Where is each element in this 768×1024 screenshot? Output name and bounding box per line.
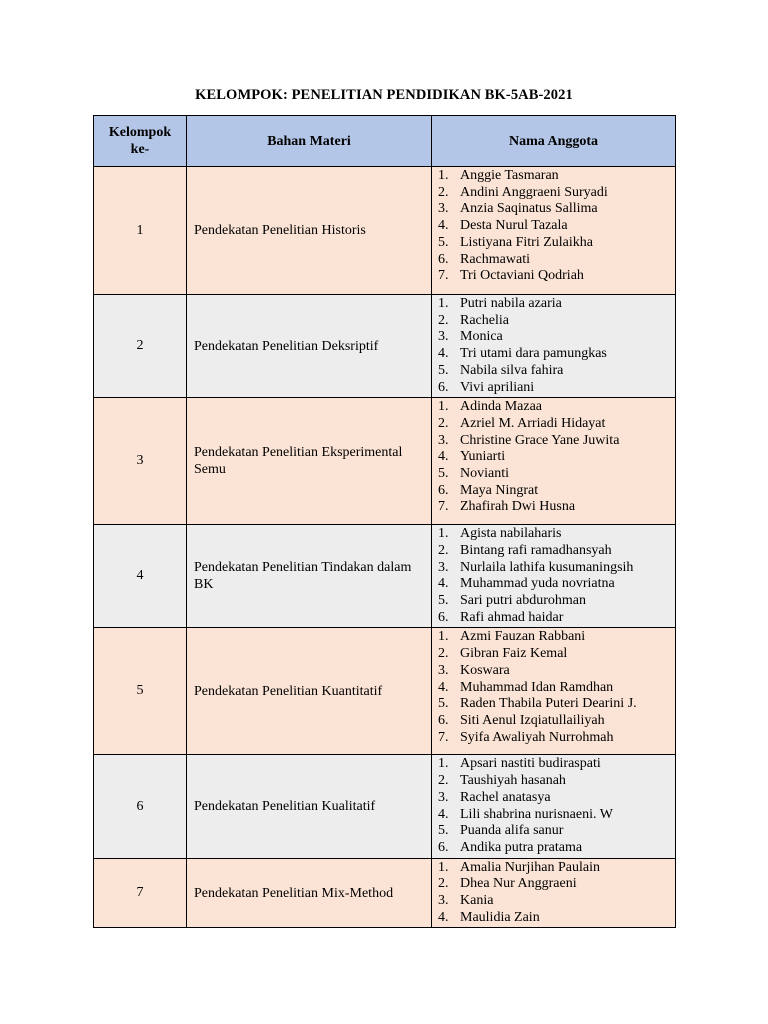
member-name: Bintang rafi ramadhansyah [460, 542, 612, 558]
member-list [438, 296, 671, 396]
list-item [438, 593, 671, 610]
member-index: 4. [438, 346, 449, 362]
member-index: 2. [438, 876, 449, 892]
member-name: Rachel anatasya [460, 789, 551, 805]
group-topic: Pendekatan Penelitian Historis [187, 167, 432, 295]
member-list [438, 756, 671, 856]
table-row [94, 628, 676, 755]
member-index: 4. [438, 679, 449, 695]
member-index: 3. [438, 201, 449, 217]
list-item [438, 629, 671, 646]
member-index: 2. [438, 542, 449, 558]
member-name: Rachelia [460, 312, 509, 328]
list-item [438, 499, 671, 516]
list-item [438, 560, 671, 577]
member-index: 5. [438, 466, 449, 482]
list-item [438, 713, 671, 730]
list-item [438, 363, 671, 380]
member-name: Yuniarti [460, 449, 506, 465]
member-index: 7. [438, 499, 449, 515]
member-name: Novianti [460, 466, 509, 482]
group-number: 1 [94, 167, 187, 295]
member-index: 5. [438, 696, 449, 712]
table-row [94, 525, 676, 628]
member-index: 5. [438, 823, 449, 839]
list-item [438, 313, 671, 330]
member-name: Gibran Faiz Kemal [460, 646, 568, 662]
group-number: 6 [94, 755, 187, 858]
member-list [438, 860, 671, 927]
list-item [438, 696, 671, 713]
member-index: 2. [438, 312, 449, 328]
member-name: Taushiyah hasanah [460, 773, 566, 789]
member-index: 2. [438, 773, 449, 789]
member-name: Koswara [460, 662, 510, 678]
group-number: 4 [94, 525, 187, 628]
member-index: 2. [438, 646, 449, 662]
list-item [438, 252, 671, 269]
table-row [94, 167, 676, 295]
member-index: 6. [438, 482, 449, 498]
group-topic: Pendekatan Penelitian Kuantitatif [187, 628, 432, 755]
header-group: Kelompok ke- [94, 116, 187, 167]
member-name: Dhea Nur Anggraeni [460, 876, 577, 892]
group-members [432, 858, 676, 928]
header-topic: Bahan Materi [187, 116, 432, 167]
list-item [438, 466, 671, 483]
group-members [432, 755, 676, 858]
group-topic: Pendekatan Penelitian Mix-Method [187, 858, 432, 928]
group-number: 7 [94, 858, 187, 928]
member-index: 6. [438, 712, 449, 728]
list-item [438, 730, 671, 747]
list-item [438, 235, 671, 252]
member-index: 2. [438, 415, 449, 431]
list-item [438, 526, 671, 543]
group-number: 3 [94, 398, 187, 525]
member-name: Amalia Nurjihan Paulain [460, 859, 600, 875]
member-name: Lili shabrina nurisnaeni. W [460, 806, 613, 822]
member-index: 6. [438, 379, 449, 395]
member-name: Tri utami dara pamungkas [460, 346, 607, 362]
list-item [438, 168, 671, 185]
list-item [438, 201, 671, 218]
list-item [438, 860, 671, 877]
member-name: Listiyana Fitri Zulaikha [460, 234, 593, 250]
table-body [94, 167, 676, 928]
member-name: Kania [460, 893, 494, 909]
member-name: Putri nabila azaria [460, 296, 562, 311]
list-item [438, 576, 671, 593]
member-index: 6. [438, 609, 449, 625]
member-index: 1. [438, 756, 449, 772]
member-list [438, 168, 671, 285]
member-index: 1. [438, 859, 449, 875]
member-index: 1. [438, 296, 449, 311]
group-number: 2 [94, 295, 187, 398]
table-row [94, 295, 676, 398]
member-name: Tri Octaviani Qodriah [460, 268, 584, 284]
member-name: Sari putri abdurohman [460, 593, 586, 609]
list-item [438, 346, 671, 363]
member-name: Muhammad Idan Ramdhan [460, 679, 614, 695]
member-name: Azmi Fauzan Rabbani [460, 629, 586, 645]
member-index: 4. [438, 449, 449, 465]
list-item [438, 416, 671, 433]
member-name: Maulidia Zain [460, 909, 540, 925]
member-list [438, 629, 671, 746]
member-name: Maya Ningrat [460, 482, 539, 498]
member-name: Syifa Awaliyah Nurrohmah [460, 729, 614, 745]
member-index: 5. [438, 593, 449, 609]
list-item [438, 823, 671, 840]
member-name: Raden Thabila Puteri Dearini J. [460, 696, 637, 712]
member-index: 3. [438, 893, 449, 909]
member-name: Monica [460, 329, 503, 345]
member-name: Muhammad yuda novriatna [460, 576, 615, 592]
member-index: 6. [438, 839, 449, 855]
member-index: 3. [438, 789, 449, 805]
member-name: Azriel M. Arriadi Hidayat [460, 415, 606, 431]
group-members [432, 398, 676, 525]
list-item [438, 296, 671, 313]
list-item [438, 433, 671, 450]
group-topic: Pendekatan Penelitian Kualitatif [187, 755, 432, 858]
member-index: 7. [438, 729, 449, 745]
member-name: Desta Nurul Tazala [460, 218, 568, 234]
member-index: 1. [438, 168, 449, 183]
member-index: 3. [438, 329, 449, 345]
list-item [438, 268, 671, 285]
list-item [438, 646, 671, 663]
member-name: Christine Grace Yane Juwita [460, 432, 620, 448]
member-name: Anzia Saqinatus Sallima [460, 201, 598, 217]
list-item [438, 399, 671, 416]
list-item [438, 807, 671, 824]
list-item [438, 680, 671, 697]
document-title: KELOMPOK: PENELITIAN PENDIDIKAN BK-5AB-2021 [195, 87, 573, 103]
group-members [432, 525, 676, 628]
member-name: Vivi apriliani [460, 379, 535, 395]
group-topic: Pendekatan Penelitian Eksperimental Semu [187, 398, 432, 525]
member-index: 5. [438, 362, 449, 378]
member-name: Andini Anggraeni Suryadi [460, 184, 608, 200]
member-index: 1. [438, 629, 449, 645]
group-number: 5 [94, 628, 187, 755]
member-index: 4. [438, 218, 449, 234]
list-item [438, 483, 671, 500]
list-item [438, 840, 671, 857]
member-name: Nabila silva fahira [460, 362, 564, 378]
member-index: 2. [438, 184, 449, 200]
group-members [432, 295, 676, 398]
member-index: 7. [438, 268, 449, 284]
member-index: 1. [438, 526, 449, 542]
group-topic: Pendekatan Penelitian Tindakan dalam BK [187, 525, 432, 628]
member-name: Anggie Tasmaran [460, 168, 559, 183]
member-name: Agista nabilaharis [460, 526, 562, 542]
group-topic: Pendekatan Penelitian Deksriptif [187, 295, 432, 398]
table-header-row [94, 116, 676, 167]
member-index: 3. [438, 432, 449, 448]
group-members [432, 167, 676, 295]
list-item [438, 543, 671, 560]
table-row [94, 398, 676, 525]
list-item [438, 610, 671, 627]
member-index: 4. [438, 909, 449, 925]
group-table [93, 115, 676, 928]
list-item [438, 663, 671, 680]
member-index: 5. [438, 234, 449, 250]
member-index: 1. [438, 399, 449, 415]
list-item [438, 876, 671, 893]
list-item [438, 773, 671, 790]
member-list [438, 399, 671, 516]
list-item [438, 449, 671, 466]
member-name: Apsari nastiti budiraspati [460, 756, 601, 772]
member-index: 6. [438, 251, 449, 267]
list-item [438, 893, 671, 910]
table-row [94, 858, 676, 928]
list-item [438, 756, 671, 773]
list-item [438, 380, 671, 397]
list-item [438, 218, 671, 235]
member-name: Nurlaila lathifa kusumaningsih [460, 559, 634, 575]
list-item [438, 790, 671, 807]
list-item [438, 185, 671, 202]
list-item [438, 329, 671, 346]
member-name: Zhafirah Dwi Husna [460, 499, 576, 515]
header-members: Nama Anggota [432, 116, 676, 167]
member-name: Puanda alifa sanur [460, 823, 564, 839]
member-list [438, 526, 671, 626]
member-index: 3. [438, 662, 449, 678]
table-row [94, 755, 676, 858]
member-index: 3. [438, 559, 449, 575]
member-name: Rachmawati [460, 251, 530, 267]
group-members [432, 628, 676, 755]
member-index: 4. [438, 806, 449, 822]
member-name: Siti Aenul Izqiatullailiyah [460, 712, 605, 728]
member-index: 4. [438, 576, 449, 592]
member-name: Rafi ahmad haidar [460, 609, 564, 625]
member-name: Adinda Mazaa [460, 399, 543, 415]
member-name: Andika putra pratama [460, 839, 583, 855]
list-item [438, 910, 671, 927]
